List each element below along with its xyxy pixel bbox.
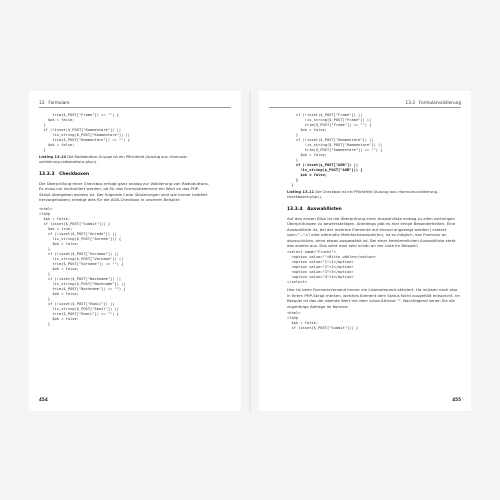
code-block-main bbox=[39, 207, 209, 327]
code-line: } bbox=[287, 158, 299, 162]
code-line: } bbox=[39, 148, 46, 152]
code-block-bottom bbox=[287, 311, 461, 331]
code-block-top bbox=[39, 113, 209, 153]
code-line: $ok = false; bbox=[39, 266, 79, 271]
listing-caption bbox=[39, 155, 209, 165]
book-gutter bbox=[249, 91, 251, 411]
section-number: 13.3.4 bbox=[287, 207, 303, 212]
code-line: <?php bbox=[39, 211, 51, 216]
listing-text: Die Checkbox ist ein Pflichtfeld (Auszug aus »formular-validierung-checkboxen.php«). bbox=[287, 190, 439, 199]
code-line: $ok = true; bbox=[39, 226, 73, 231]
code-line: if (isset($_POST["Submit"])) { bbox=[287, 326, 359, 331]
code-line: } bbox=[39, 296, 51, 301]
code-line: $ok = false; bbox=[287, 128, 327, 132]
code-line: $ok = false; bbox=[39, 216, 71, 221]
section-heading bbox=[39, 172, 209, 177]
code-block-select bbox=[287, 250, 461, 285]
code-line: !is_string($_POST["Frame"]) || bbox=[287, 118, 372, 122]
running-head bbox=[39, 100, 69, 105]
left-page bbox=[29, 91, 241, 411]
left-content bbox=[39, 113, 209, 327]
code-line: <?php bbox=[287, 316, 299, 321]
running-head-number: 13.3 bbox=[405, 100, 415, 105]
body-paragraph-2: Hier ist beim Formularversand immer ein Listenelement aktiviert. Ho müssen nach also in Ihrem PHP-Skript merken, welches Element dem Status Nicht ausgefüllt entspricht. Im Beispiel ist das der oberste Wert mit dem value-Attribut "". Nachfolgend sehen Sie die zugehörige Abfrage im Konnen: bbox=[287, 287, 460, 309]
code-line: } bbox=[39, 321, 51, 326]
code-line: !is_string($_POST["Vorname"]) || bbox=[39, 256, 124, 261]
listing-label: Listing 13.10 bbox=[39, 155, 67, 159]
right-page bbox=[259, 91, 471, 411]
code-line: $ok = false; bbox=[287, 173, 327, 177]
code-line: } bbox=[287, 183, 294, 187]
code-line: <option value="4">4</option> bbox=[287, 275, 354, 280]
code-line: !is_string($_POST["Anrede"])) { bbox=[39, 236, 122, 241]
code-line: trim($_POST["Vorname"]) == "") { bbox=[39, 261, 124, 266]
page-number: 454 bbox=[39, 397, 48, 402]
code-block-close bbox=[287, 183, 461, 188]
code-line: !is_string($_POST["Email"]) || bbox=[39, 306, 119, 311]
page-number: 455 bbox=[452, 397, 461, 402]
code-line: if (isset($_POST["Submit"])) { bbox=[39, 221, 111, 226]
code-line: } bbox=[39, 246, 51, 251]
code-block-top bbox=[287, 113, 461, 163]
running-head-title: Formularvalidierung bbox=[418, 100, 461, 105]
section-number: 13.3.3 bbox=[39, 172, 55, 177]
code-line: <html> bbox=[287, 311, 301, 316]
code-line: if (!isset($_POST["Kommentare"]) || bbox=[287, 138, 374, 142]
code-line: if (!isset($_POST["Frame"]) || bbox=[287, 113, 363, 117]
running-head bbox=[406, 100, 461, 105]
section-title: Checkboxen bbox=[59, 172, 90, 177]
code-line: trim($_POST["Nachname"]) == "") { bbox=[39, 286, 126, 291]
code-line: $ok = false; bbox=[39, 118, 75, 122]
section-heading bbox=[287, 207, 461, 212]
listing-text: Die Radiobutton-Gruppe ist ein Pflichtfeld (Auszug aus »formular-validierung-radiobuttons.php«). bbox=[39, 155, 189, 164]
body-paragraph-1: Auf den ersten Blick ist die Überprüfung einer Auswahlliste analog zu allen vorherigen Überprüfungen zu bewerkstelligen. Allerdings gibt es hier einige Besonderheiten. Eine Auswahlliste ist, bei der mehrere Elemente auf einmal angezeigt werden (<select size="...">) oder alternativ Mehrfachauswahl(en), ist es möglich, das Formular an abzuschicken, ohne etwas ausgewählt ist. Bei einer herkömmlichen Auswahlliste steht das andere aus. Das sieht man sehr schön an der Liste im Beispiel: bbox=[287, 216, 456, 249]
code-line: if (!isset($_POST["Email"]) || bbox=[39, 301, 115, 306]
code-line: !is_string($_POST["Kommentare"]) || bbox=[287, 143, 383, 147]
running-head-number: 13 bbox=[39, 100, 45, 105]
header-rule bbox=[39, 107, 231, 108]
code-line: if (!isset($_POST["AGB"]) || bbox=[287, 163, 359, 167]
code-block-highlighted bbox=[287, 163, 461, 183]
code-line: <option value="2">2</option> bbox=[287, 265, 354, 270]
code-line: trim($_POST["Email"]) == "") { bbox=[39, 311, 119, 316]
code-line: </select> bbox=[287, 280, 307, 285]
header-rule bbox=[269, 107, 461, 108]
code-line: $ok = false; bbox=[39, 316, 79, 321]
code-line: $ok = false; bbox=[287, 321, 319, 326]
code-line: <select name="Frucht"> bbox=[287, 250, 336, 255]
listing-caption bbox=[287, 190, 461, 200]
code-line: $ok = false; bbox=[39, 241, 79, 246]
section-title: Auswahllisten bbox=[307, 207, 342, 212]
running-head-title: Formulare bbox=[48, 100, 70, 105]
code-line: <option value="3">3</option> bbox=[287, 270, 354, 275]
code-line: trim($_POST["Frame"]) == "") { bbox=[39, 113, 119, 117]
code-line: } bbox=[39, 123, 46, 127]
code-line: } bbox=[287, 178, 299, 182]
right-content bbox=[287, 113, 461, 331]
code-line: } bbox=[39, 271, 51, 276]
listing-label: Listing 13.11 bbox=[287, 190, 315, 194]
code-line: $ok = false; bbox=[39, 143, 75, 147]
code-line: !is_string($_POST["Kommentare"]) || bbox=[39, 133, 131, 137]
body-paragraph: Die Überprüfung einer Checkbox erfolgt ganz analog zur Validierung von Radiobuttons. Es muss nur kontrolliert werden, ob für das Formularelement ein Wert an das PHP-Skript übergeben worden ist. Der folgende Code (Änderungen sind wie immer halbfett hervorgehoben) erledigt dies für die AGB-Checkbox in unserem Beispiel: bbox=[39, 181, 209, 203]
code-line: <option value="">Bitte wählen</option> bbox=[287, 255, 376, 260]
code-line: <option value="1">1</option> bbox=[287, 260, 354, 265]
code-line: <html> bbox=[39, 206, 53, 211]
code-line: if (!isset($_POST["Nachname"]) || bbox=[39, 276, 122, 281]
code-line: trim($_POST["Frame"]) == "") { bbox=[287, 123, 372, 127]
code-line: trim($_POST["Kommentare"]) == "") { bbox=[39, 138, 131, 142]
code-line: $ok = false; bbox=[287, 153, 327, 157]
code-line: } bbox=[287, 133, 299, 137]
code-line: trim($_POST["Kommentare"]) == "") { bbox=[287, 148, 383, 152]
code-line: $ok = false; bbox=[39, 291, 79, 296]
code-line: if (!isset($_POST["Vorname"]) || bbox=[39, 251, 119, 256]
code-line: if (!isset($_POST["Kommentare"]) || bbox=[39, 128, 122, 132]
code-line: !is_string($_POST["AGB"])) { bbox=[287, 168, 363, 172]
code-line: if (!isset($_POST["Anrede"]) || bbox=[39, 231, 117, 236]
code-line: !is_string($_POST["Nachname"]) || bbox=[39, 281, 126, 286]
